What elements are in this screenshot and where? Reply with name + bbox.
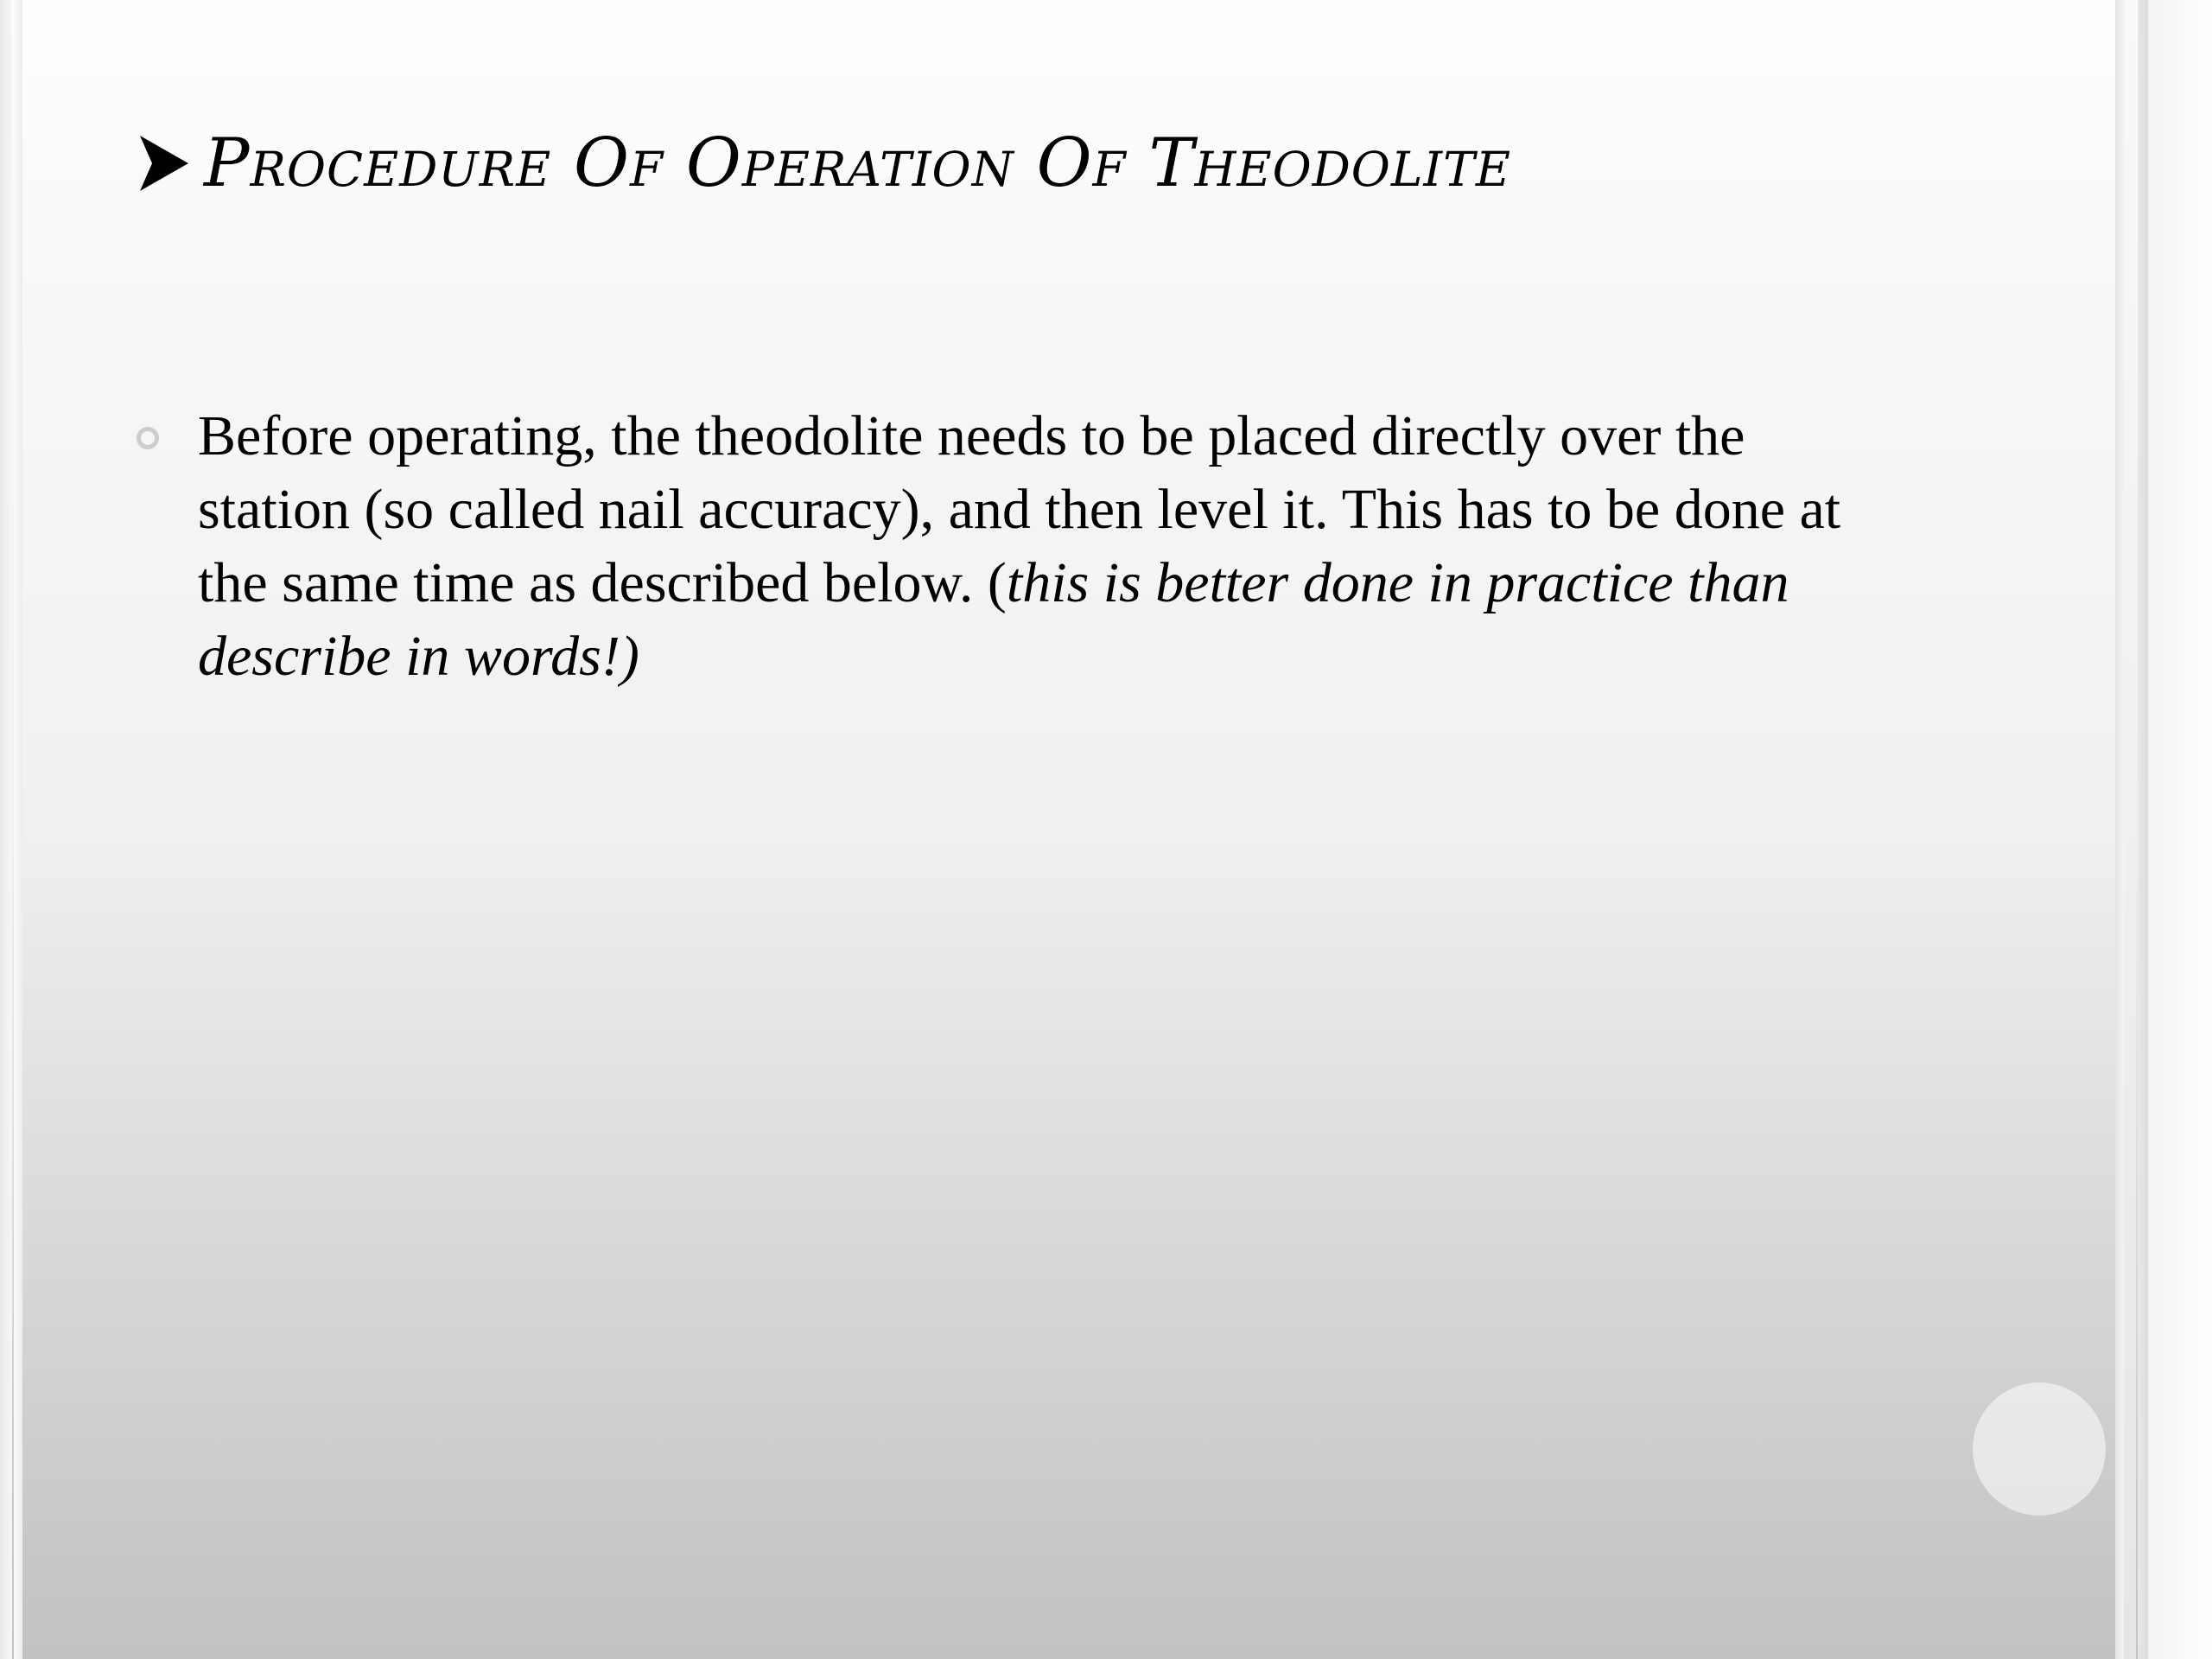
right-frame-stripe <box>2138 0 2148 1659</box>
hollow-circle-bullet-icon <box>137 427 159 449</box>
bullet-text-regular: Before operating, the theodolite needs to be placed directly over the station (so called nail accuracy), and then level it. This has to be done at the same time as described below. ( <box>198 404 1841 614</box>
slide-title: Procedure Of Operation Of Theodolite <box>204 124 1511 202</box>
bullet-paragraph <box>198 399 1909 693</box>
slide-title-row <box>138 124 2039 202</box>
right-frame-stripe <box>2124 0 2136 1659</box>
arrowhead-bullet-icon <box>138 132 190 194</box>
left-frame-stripe <box>0 0 12 1659</box>
right-frame-panel <box>2148 0 2212 1659</box>
decorative-circle <box>1973 1382 2106 1516</box>
left-frame-stripe <box>14 0 22 1659</box>
bullet-text-italic: this is better done in practice than describe in words!) <box>198 551 1789 688</box>
right-frame-stripe <box>2115 0 2124 1659</box>
